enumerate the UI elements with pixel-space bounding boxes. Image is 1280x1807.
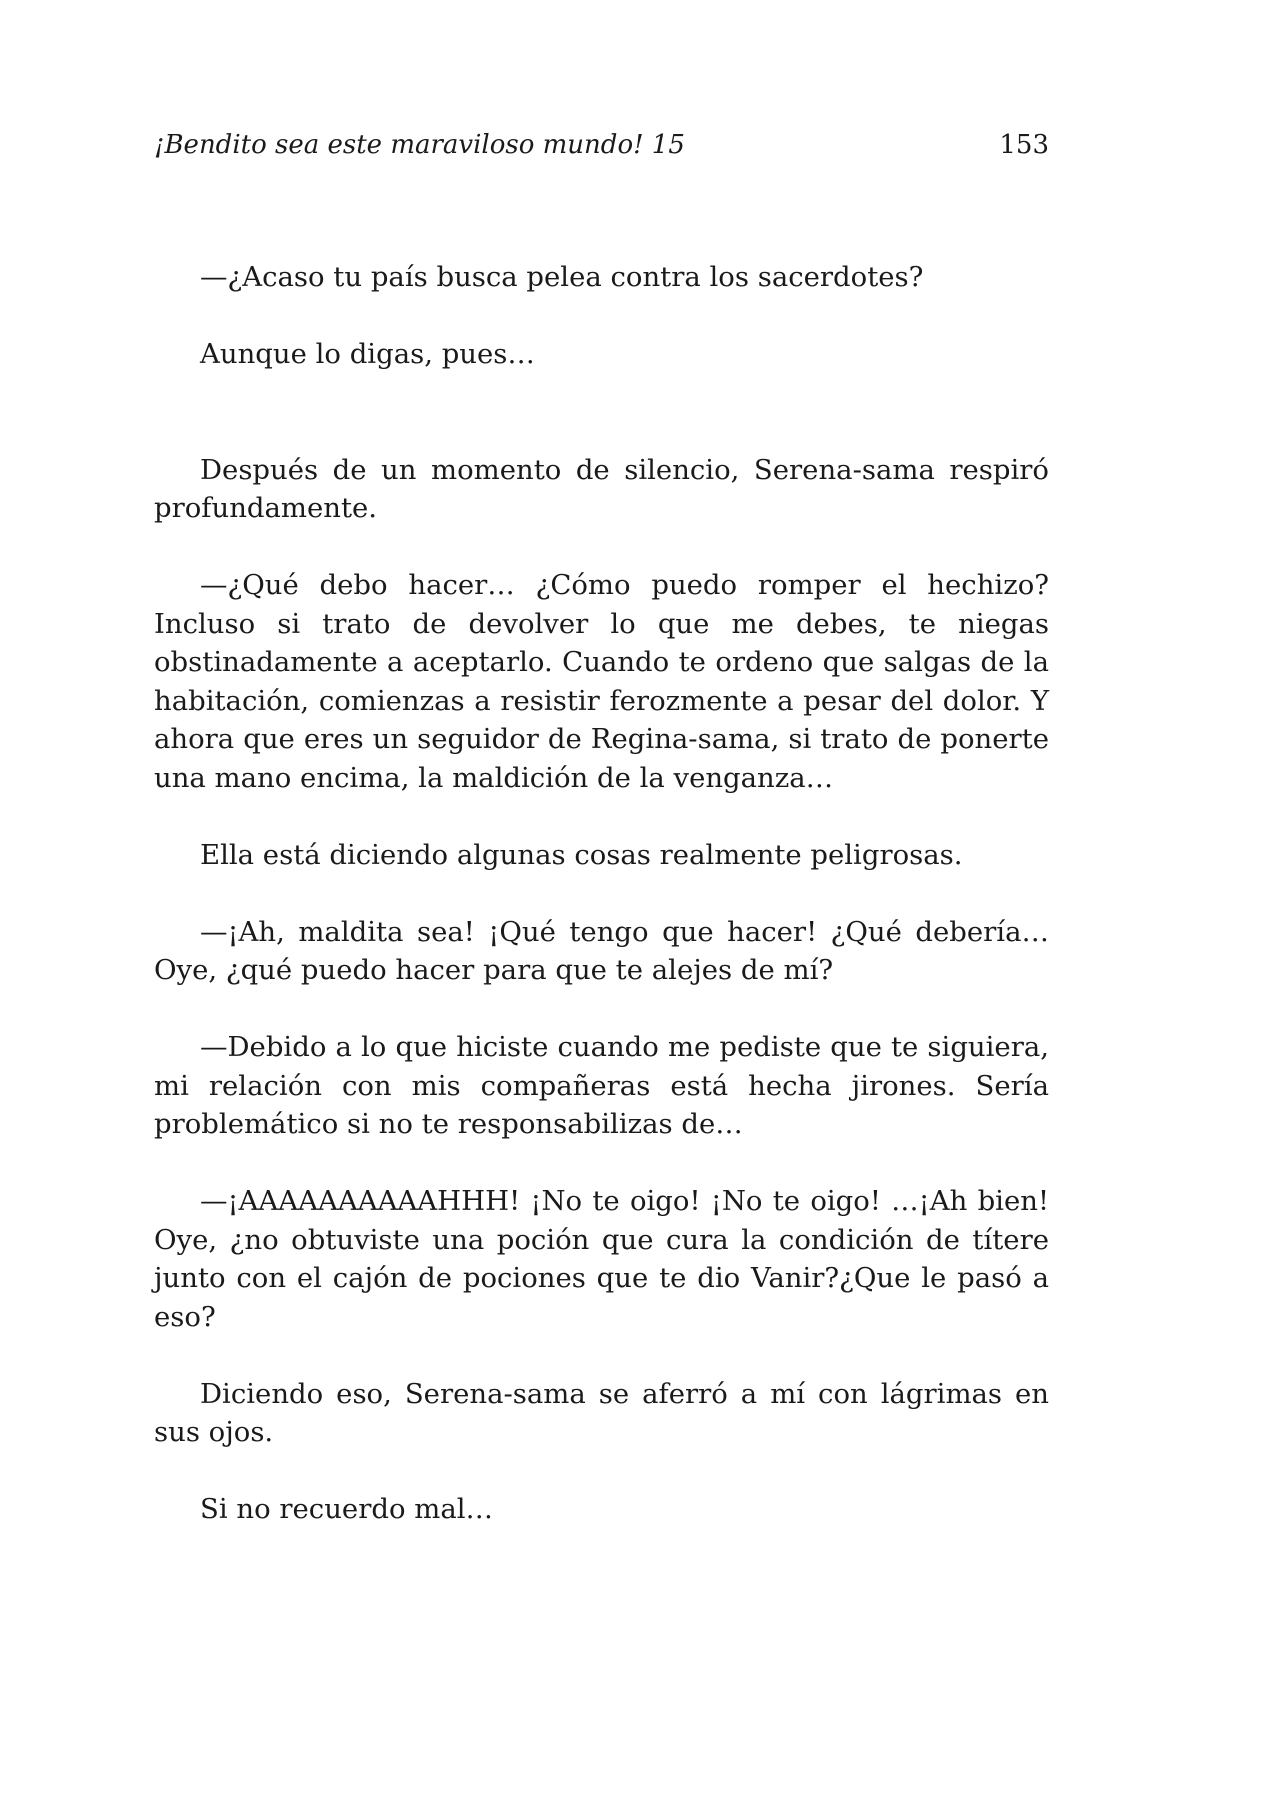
running-header [154,130,1049,170]
page-number: 153 [999,130,1049,160]
book-title: ¡Bendito sea este maraviloso mundo! 15 [154,130,685,160]
paragraph-4: —¿Qué debo hacer… ¿Cómo puedo romper el hechizo? Incluso si trato de devolver lo que me debes, te niegas obstinadamente a aceptarlo. Cuando te ordeno que salgas de la habitación, comienzas a resistir ferozmente a pesar del dolor. Y ahora que eres un seguidor de Regina-sama, si trato de ponerte una mano encima, la maldición de la venganza… [154,569,1049,794]
paragraph-9: Diciendo eso, Serena-sama se aferró a mí con lágrimas en sus ojos. [154,1377,1049,1448]
paragraph-1: —¿Acaso tu país busca pelea contra los sacerdotes? [200,261,924,293]
paragraph-7: —Debido a lo que hiciste cuando me pediste que te siguiera, mi relación con mis compañeras está hecha jirones. Sería problemático si no te responsabilizas de… [154,1031,1049,1140]
paragraph-5: Ella está diciendo algunas cosas realmente peligrosas. [200,838,963,871]
paragraph-8: —¡AAAAAAAAAAHHH! ¡No te oigo! ¡No te oigo! …¡Ah bien! Oye, ¿no obtuviste una poción que cura la condición de títere junto con el cajón de pociones que te dio Vanir?¿Que le pasó a eso? [154,1185,1049,1333]
paragraph-6: —¡Ah, maldita sea! ¡Qué tengo que hacer! ¿Qué debería… Oye, ¿qué puedo hacer para que te alejes de mí? [154,915,1049,986]
paragraph-2: Aunque lo digas, pues… [200,338,535,370]
paragraph-10: Si no recuerdo mal… [200,1493,494,1525]
body-text [154,258,1049,1567]
paragraph-3: Después de un momento de silencio, Serena-sama respiró profundamente. [154,453,1049,524]
